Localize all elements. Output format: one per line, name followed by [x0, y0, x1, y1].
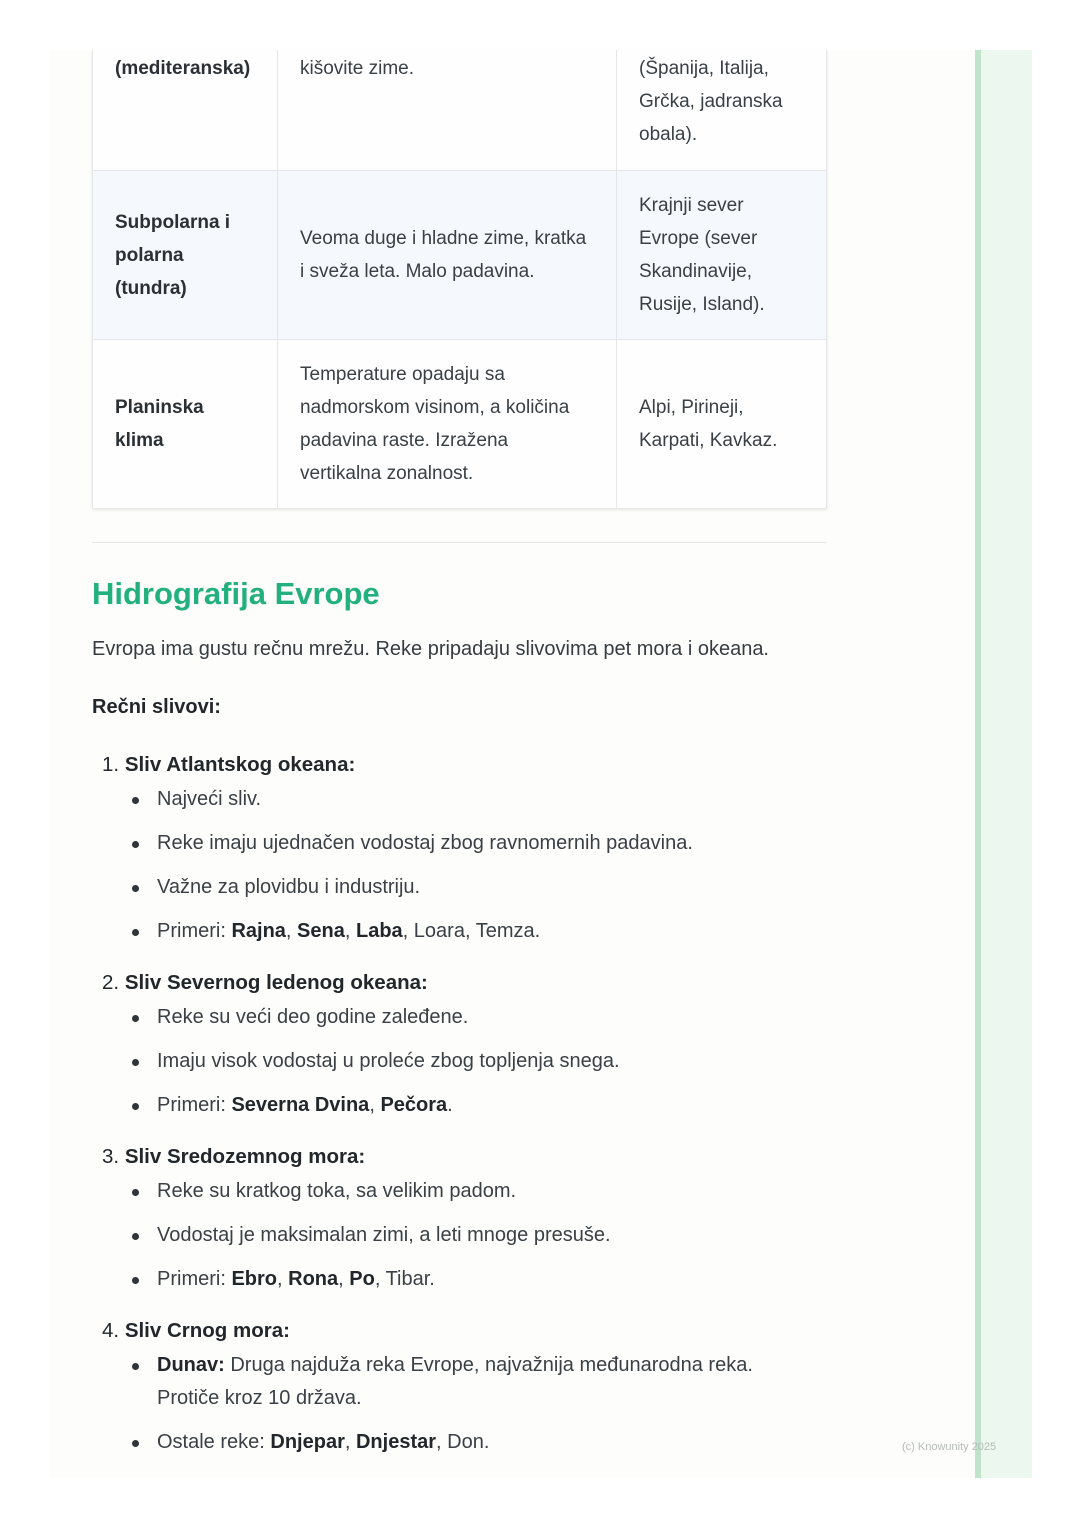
list-item-text: Reke su kratkog toka, sa velikim padom.: [157, 1180, 517, 1202]
basin-title: [102, 968, 822, 998]
list-item-text: , Don.: [436, 1431, 490, 1453]
basin-number: 2.: [102, 971, 120, 994]
list-item: [102, 827, 822, 860]
list-item: [102, 1089, 822, 1122]
bullet-icon: [132, 885, 139, 892]
list-item-text: , Loara, Temza.: [402, 920, 541, 942]
basin-number: 1.: [102, 753, 120, 776]
separator: ,: [277, 1268, 289, 1290]
river-name: Ebro: [231, 1268, 278, 1290]
bullet-icon: [132, 797, 139, 804]
river-name: Dunav:: [157, 1354, 225, 1376]
bullet-icon: [132, 1233, 139, 1240]
list-item-text: Primeri:: [157, 1268, 232, 1290]
table-row: [93, 171, 827, 340]
separator: ,: [338, 1268, 350, 1290]
bullet-icon: [132, 1059, 139, 1066]
basin-list-item: [102, 1142, 822, 1296]
basin-number: 4.: [102, 1319, 120, 1342]
section-title: Hidrografija Evrope: [92, 576, 380, 611]
table-row: [93, 340, 827, 509]
list-item-text: Druga najduža reka Evrope, najvažnija međunarodna reka. Protiče kroz 10 država.: [157, 1354, 753, 1409]
bullet-icon: [132, 1103, 139, 1110]
river-name: Sena: [297, 920, 345, 942]
basin-bullets: [102, 1175, 822, 1296]
bullet-icon: [132, 1189, 139, 1196]
separator: ,: [344, 920, 356, 942]
list-item: [102, 1219, 822, 1252]
list-item-text: Reke imaju ujednačen vodostaj zbog ravnomernih padavina.: [157, 832, 693, 854]
list-item-text: .: [447, 1094, 453, 1116]
bullet-icon: [132, 1277, 139, 1284]
river-name: Laba: [355, 920, 403, 942]
river-name: Dnjepar: [270, 1431, 345, 1453]
list-item-text: Najveći sliv.: [157, 788, 262, 810]
climate-region-cell: Alpi, Pirineji, Karpati, Kavkaz.: [617, 340, 827, 509]
separator: ,: [369, 1094, 381, 1116]
river-name: Dnjestar: [355, 1431, 437, 1453]
bullet-icon: [132, 1015, 139, 1022]
list-item-text: , Tibar.: [374, 1268, 435, 1290]
list-item-text: Ostale reke:: [157, 1431, 271, 1453]
basin-number: 3.: [102, 1145, 120, 1168]
river-basins-heading: Rečni slivovi:: [92, 696, 221, 718]
basin-title-text: Sliv Crnog mora:: [124, 1319, 290, 1342]
list-item-text: Važne za plovidbu i industriju.: [157, 876, 421, 898]
list-item-text: Imaju visok vodostaj u proleće zbog topljenja snega.: [157, 1050, 620, 1072]
bullet-icon: [132, 929, 139, 936]
list-item-text: Primeri:: [157, 920, 232, 942]
climate-table: [92, 50, 827, 508]
climate-name-cell: (mediteranska): [93, 50, 278, 171]
copyright-footer: (c) Knowunity 2025: [902, 1441, 997, 1453]
climate-region-cell: (Španija, Italija, Grčka, jadranska obala).: [617, 50, 827, 171]
list-item: [102, 1426, 822, 1459]
rail-stripe: [975, 50, 981, 1478]
basin-title: [102, 1316, 822, 1346]
river-name: Pečora: [380, 1094, 448, 1116]
basin-title-text: Sliv Atlantskog okeana:: [124, 753, 356, 776]
right-sidebar-rail: [975, 50, 1032, 1478]
river-name: Rona: [288, 1268, 339, 1290]
river-name: Severna Dvina: [231, 1094, 370, 1116]
climate-region-cell: Krajnji sever Evrope (sever Skandinavije, Rusije, Island).: [617, 171, 827, 340]
basin-title-text: Sliv Severnog ledenog okeana:: [124, 971, 428, 994]
basin-title-text: Sliv Sredozemnog mora:: [124, 1145, 366, 1168]
basin-list-item: [102, 1316, 822, 1459]
bullet-icon: [132, 1363, 139, 1370]
climate-name-cell: Planinska klima: [93, 340, 278, 509]
climate-description-cell: Veoma duge i hladne zime, kratka i sveža leta. Malo padavina.: [278, 171, 617, 340]
list-item: [102, 1001, 822, 1034]
climate-description-cell: Temperature opadaju sa nadmorskom visinom, a količina padavina raste. Izražena vertikalna zonalnost.: [278, 340, 617, 509]
basin-list-item: [102, 968, 822, 1122]
river-name: Rajna: [231, 920, 286, 942]
list-item: [102, 1175, 822, 1208]
list-item-text: Primeri:: [157, 1094, 232, 1116]
bullet-icon: [132, 1440, 139, 1447]
basin-title: [102, 750, 822, 780]
basin-bullets: [102, 1001, 822, 1122]
section-intro: Evropa ima gustu rečnu mrežu. Reke pripadaju slivovima pet mora i okeana.: [92, 638, 769, 660]
list-item: [102, 1349, 807, 1415]
bullet-icon: [132, 841, 139, 848]
table-row: [93, 50, 827, 171]
list-item-text: Reke su veći deo godine zaleđene.: [157, 1006, 469, 1028]
list-item: [102, 783, 822, 816]
basin-title: [102, 1142, 822, 1172]
climate-name-cell: Subpolarna i polarna (tundra): [93, 171, 278, 340]
list-item: [102, 1045, 822, 1078]
climate-description-cell: kišovite zime.: [278, 50, 617, 171]
basin-bullets: [102, 1349, 822, 1459]
river-name: Po: [349, 1268, 375, 1290]
list-item-text: Vodostaj je maksimalan zimi, a leti mnoge presuše.: [157, 1224, 611, 1246]
list-item: [102, 915, 822, 948]
section-divider: [92, 542, 826, 543]
separator: ,: [285, 920, 298, 942]
list-item: [102, 1263, 822, 1296]
list-item: [102, 871, 822, 904]
basin-list-item: [102, 750, 822, 948]
separator: ,: [344, 1431, 356, 1453]
basin-bullets: [102, 783, 822, 948]
